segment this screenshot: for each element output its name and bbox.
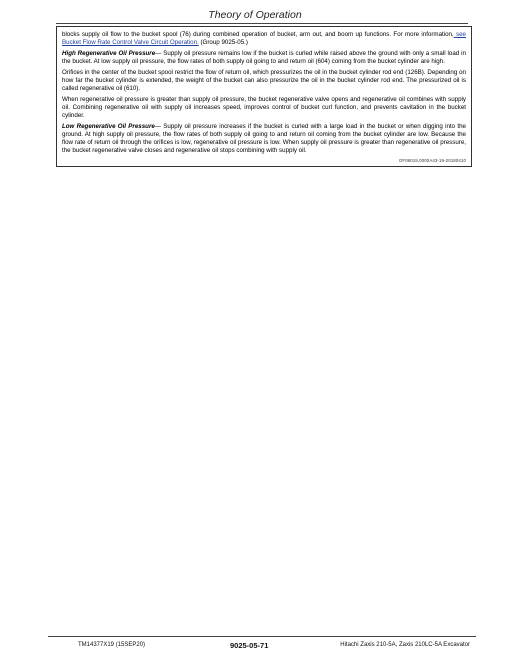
paragraph-text: — Supply oil pressure increases if the bucket is curled with a large load in the bucket or when digging into the ground. At high supply oil pressure, the flow rates of both supply oil going to and return oil coming from the bucket cylinder are low. Because the flow rate of return oil through the orifices is low, regenerative oil pressure is low. When supply oil pressure is greater than regenerative oil pressure, the bucket regenerative valve closes and regenerative oil stops combining with supply oil.: [62, 123, 466, 154]
heading-low-regenerative: Low Regenerative Oil Pressure: [62, 123, 155, 130]
heading-high-regenerative: High Regenerative Oil Pressure: [62, 50, 156, 57]
paragraph-text: (Group 9025-05.): [198, 39, 248, 46]
paragraph-text: blocks supply oil flow to the bucket spool (76) during combined operation of bucket, arm out, and boom up functions. For more information,: [62, 31, 454, 38]
footer-divider: [48, 636, 476, 637]
paragraph-orifices: [62, 69, 466, 93]
paragraph-text: — Supply oil pressure remains low if the bucket is curled while raised above the ground with only a small load in the bucket. At low supply oil pressure, the flow rates of both supply oil going to and return oil (604) coming from the bucket cylinder are high.: [62, 50, 466, 65]
content-box: [56, 26, 472, 167]
paragraph-high-regenerative: [62, 50, 466, 66]
paragraph-regenerative-combine: [62, 96, 466, 120]
paragraph-low-regenerative: [62, 123, 466, 155]
bucket-flow-rate-link[interactable]: see Bucket Flow Rate Control Valve Circuit Operation.: [62, 31, 466, 46]
footer-manual-id: TM14377X19 (15SEP20): [78, 642, 146, 648]
header-divider: [56, 23, 468, 24]
paragraph-bucket-flow: [62, 31, 466, 47]
header-title: Theory of Operation: [208, 9, 302, 21]
footer-page-number: 9025-05-71: [230, 641, 269, 650]
paragraph-text: When regenerative oil pressure is greater than supply oil pressure, the bucket regenerative valve opens and regenerative oil combines with supply oil. Combining regenerative oil with supply oil increases speed, improves control of bucket curl function, and prevents cavitation in the bucket cylinder.: [62, 96, 466, 119]
footer-machine-model: Hitachi Zaxis 210-5A, Zaxis 210LC-5A Excavator: [340, 642, 470, 648]
reference-code: OF09019,0000A43-19-20180410: [398, 158, 466, 163]
page-footer: [48, 642, 476, 652]
paragraph-text: Orifices in the center of the bucket spool restrict the flow of return oil, which pressurizes the oil in the bucket cylinder rod end (126B). Depending on how far the bucket cylinder is extended, the weight of the bucket can also pressurize the oil in the bucket cylinder rod end. The pressurized oil is called regenerative oil (610).: [62, 69, 466, 92]
